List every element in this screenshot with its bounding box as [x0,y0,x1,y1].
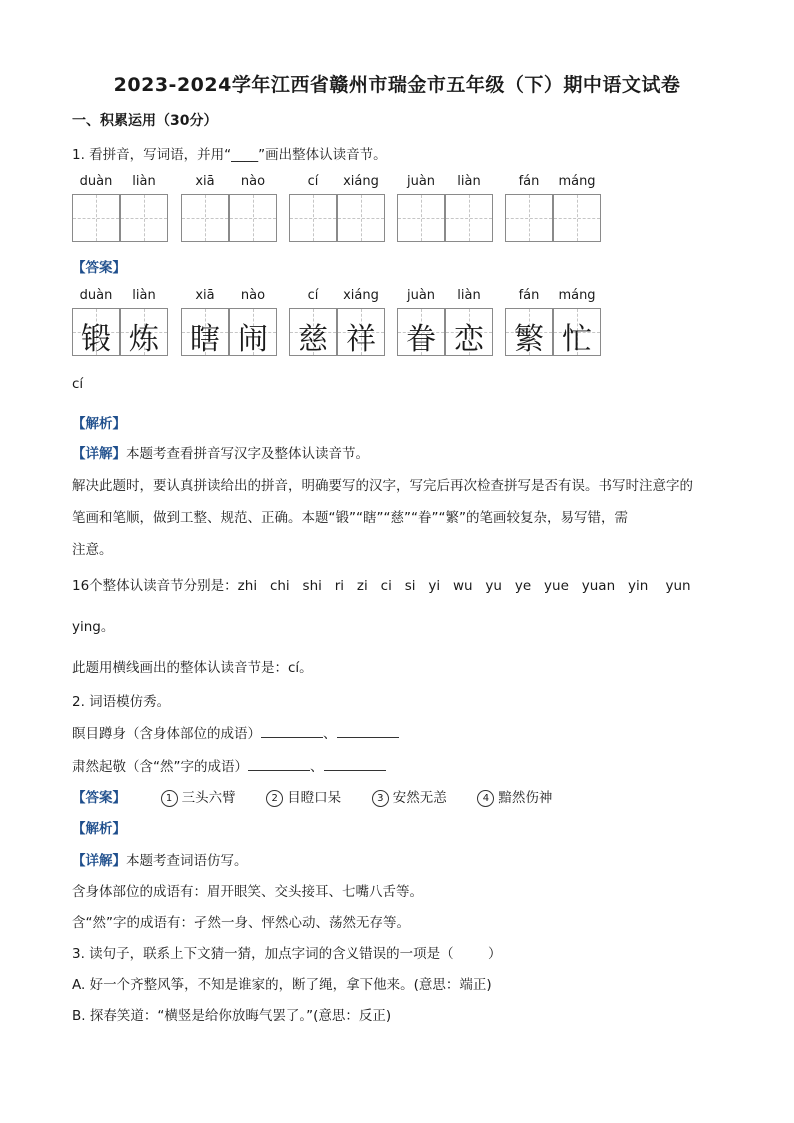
answer-blank[interactable] [337,725,399,738]
option-a[interactable]: A. 好一个齐整风筝，不知是谁家的，断了绳，拿下他来。(意思：端正) [72,977,492,993]
pinyin: xiáng [343,288,379,303]
answer-text: 安然无恙 [392,790,447,806]
answer-box [445,308,493,356]
section-heading: 一、积累运用（30分） [72,113,218,129]
answer-char: 瞎 [190,322,220,357]
writing-box[interactable] [229,194,277,242]
detail-tag: 【详解】 [72,446,126,462]
detail-text: 本题考查看拼音写汉字及整体认读音节。 [126,446,369,462]
answer-blank[interactable] [324,758,386,771]
pinyin: xiā [195,174,215,189]
q2-line-1 [72,722,399,742]
syllables-line: 16个整体认读音节分别是：zhi chi shi ri zi ci si yi wu yu ye yue yuan yin yun [72,578,691,594]
answer-box [120,308,168,356]
pinyin: cí [307,288,319,303]
answer-char: 炼 [129,322,159,357]
pinyin: liàn [132,174,156,189]
detail-text: 本题考查词语仿写。 [126,853,248,869]
answer-item [266,790,341,806]
pinyin: juàn [406,288,436,303]
q2-line-text: 瞑目蹲身（含身体部位的成语） [72,726,261,742]
answer-box [229,308,277,356]
analysis-tag: 【解析】 [72,821,126,837]
analysis-line: 注意。 [72,542,113,558]
writing-box[interactable] [505,194,553,242]
question-2-prompt: 2. 词语模仿秀。 [72,694,171,710]
circled-number: 3 [372,790,389,807]
separator: 、 [323,726,337,742]
syllables-line-end: ying。 [72,619,115,635]
answer-char: 闹 [238,322,268,357]
underlined-syllable: cí [72,376,84,392]
circled-number: 2 [266,790,283,807]
page-title: 2023-2024学年江西省赣州市瑞金市五年级（下）期中语文试卷 [113,74,681,96]
answer-blank[interactable] [261,725,323,738]
question-1-prompt [72,143,387,163]
pinyin: fán [518,174,540,189]
answer-box [505,308,553,356]
answer-item [161,790,236,806]
writing-box[interactable] [397,194,445,242]
prompt-text: 1. 看拼音，写词语，并用“ [72,147,232,163]
pinyin: liàn [457,174,481,189]
pinyin: cí [307,174,319,189]
answer-item [372,790,447,806]
answer-char: 祥 [346,322,376,357]
writing-box[interactable] [289,194,337,242]
pinyin: duàn [79,174,113,189]
answer-char: 慈 [298,322,328,357]
question-3-prompt: 3. 读句子，联系上下文猜一猜，加点字词的含义错误的一项是（ ） [72,946,502,962]
answer-box [289,308,337,356]
writing-box[interactable] [337,194,385,242]
detail-line [72,849,248,869]
pinyin: duàn [79,288,113,303]
answer-tag: 【答案】 [72,260,126,276]
circled-number: 1 [161,790,178,807]
answer-char: 繁 [514,322,544,357]
writing-box[interactable] [72,194,120,242]
answer-box [72,308,120,356]
pinyin: nào [240,288,266,303]
answer-box [553,308,601,356]
final-line: 此题用横线画出的整体认读音节是：cí。 [72,660,313,676]
pinyin: juàn [406,174,436,189]
pinyin: liàn [132,288,156,303]
q2-answer-line [72,786,552,807]
prompt-text: ”画出整体认读音节。 [258,147,387,163]
prompt-blank: ____ [231,147,259,163]
q2-line-text: 肃然起敬（含“然”字的成语） [72,759,248,775]
detail-line [72,442,369,462]
writing-box[interactable] [120,194,168,242]
answer-blank[interactable] [248,758,310,771]
pinyin: máng [558,288,596,303]
analysis-line: 含“然”字的成语有：孑然一身、怦然心动、荡然无存等。 [72,915,410,931]
analysis-tag: 【解析】 [72,416,126,432]
answer-tag: 【答案】 [72,790,126,806]
answer-char: 恋 [454,322,484,357]
answer-char: 忙 [562,322,592,357]
answer-text: 黯然伤神 [498,790,553,806]
answer-box [337,308,385,356]
pinyin: xiā [195,288,215,303]
pinyin: fán [518,288,540,303]
analysis-line: 笔画和笔顺，做到工整、规范、正确。本题“锻”“瞎”“慈”“眷”“繁”的笔画较复杂，易写错，需 [72,510,628,526]
q2-line-2 [72,755,386,775]
separator: 、 [310,759,324,775]
writing-box[interactable] [553,194,601,242]
answer-char: 眷 [406,322,436,357]
analysis-line: 含身体部位的成语有：眉开眼笑、交头接耳、七嘴八舌等。 [72,884,423,900]
answer-char: 锻 [81,322,111,357]
answer-box [397,308,445,356]
answer-item [477,790,552,806]
answer-text: 目瞪口呆 [287,790,342,806]
answer-box [181,308,229,356]
pinyin: nào [240,174,266,189]
analysis-line: 解决此题时，要认真拼读给出的拼音，明确要写的汉字，写完后再次检查拼写是否有误。书写时注意字的 [72,478,693,494]
circled-number: 4 [477,790,494,807]
writing-box[interactable] [181,194,229,242]
answer-text: 三头六臂 [181,790,236,806]
pinyin: máng [558,174,596,189]
detail-tag: 【详解】 [72,853,126,869]
pinyin: xiáng [343,174,379,189]
option-b[interactable]: B. 探春笑道：“横竖是给你放晦气罢了。”(意思：反正) [72,1008,392,1024]
pinyin: liàn [457,288,481,303]
writing-box[interactable] [445,194,493,242]
